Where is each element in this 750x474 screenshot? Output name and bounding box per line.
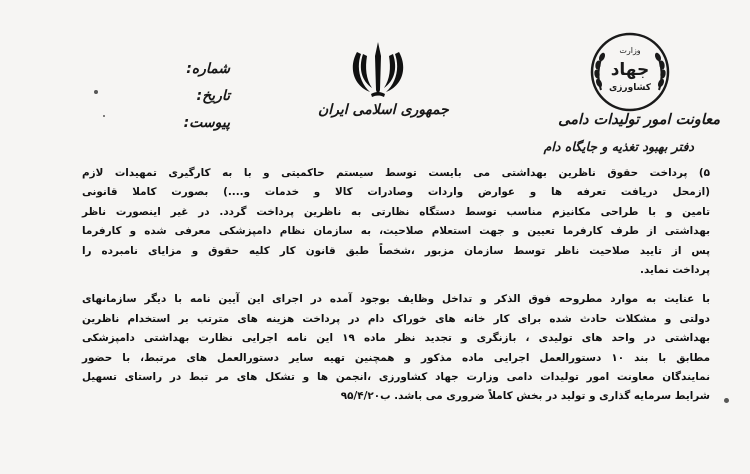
- body-line: بهداشتی در واحد های تولیدی ، بازنگری و تجدید نظر ماده ۱۹ این نامه اجرایی نظارت بهداشتی دامپزشکی: [82, 332, 710, 345]
- paragraph-5: [82, 164, 710, 280]
- emblem-sword: [375, 42, 381, 96]
- attachment-label: پیوست:: [183, 115, 230, 131]
- letter-meta: [140, 56, 230, 137]
- body-line: شرایط سرمایه گذاری و تولید در بخش کاملاً ضروری می باشد. ب۹۵/۴/۲۰: [340, 390, 710, 403]
- body-line: تامین و با طراحی مکانیزم مناسب توسط دستگاه نظارتی به ناظرین پرداخت گردد. در غیر اینصورت ناظر: [82, 205, 710, 218]
- paragraph-conclusion: [82, 290, 710, 406]
- body-line: پرداخت نماید.: [640, 263, 710, 276]
- body-line: مطابق با بند ۱۰ دستورالعمل اجرایی ماده مذکور و همچنین تهیه سایر دستورالعمل های مرتبط، با حضور: [82, 351, 710, 364]
- body-line: (ازمحل دریافت تعرفه ها و عوارض واردات وصادرات کالا و خدمات و....) بصورت کاملا قانونی: [82, 186, 710, 199]
- republic-title: جمهوری اسلامی ایران: [318, 102, 449, 118]
- scan-speck: [94, 90, 98, 94]
- body-line: با عنایت به موارد مطروحه فوق الذکر و تداخل وظایف بوجود آمده در اجرای این آیین نامه با دیگر سازمانهای: [82, 293, 710, 306]
- number-label: شماره:: [186, 61, 230, 77]
- body-line: ۵) پرداخت حقوق ناظرین بهداشتی می بایست توسط سیستم حاکمیتی و با به کارگیری تمهیدات لازم: [82, 167, 710, 179]
- scan-speck: [103, 115, 105, 117]
- logo-text-agriculture: کشاورزی: [609, 83, 651, 93]
- emblem-base: [371, 92, 385, 97]
- body-line: بهداشتی از طرف کارفرما تعیین و جهت استعلام صلاحیت، به سازمان نظام دامپزشکی معرفی شده و کارفرما: [82, 225, 710, 238]
- date-label: تاریخ:: [196, 88, 230, 104]
- body-line: پس از تایید صلاحیت ناظر توسط سازمان مزبور ،شخصاً طبق قانون کار کلیه حقوق و مزایای نامبرده را: [82, 244, 710, 257]
- iran-emblem: [350, 42, 406, 100]
- scan-speck: [724, 398, 729, 403]
- logo-text-ministry: وزارت: [619, 46, 641, 55]
- ministry-logo: [585, 28, 675, 116]
- letter-body: [82, 164, 710, 407]
- body-line: دولتی و مشکلات حادث شده برای کار خانه های خوراک دام در پرداخت هزینه های مترتب بر استخدام ناظرین: [82, 312, 710, 325]
- logo-text-jihad: جهاد: [610, 60, 650, 80]
- office-title: دفتر بهبود تغذیه و جایگاه دام: [543, 139, 694, 154]
- body-line: نمایندگان معاونت امور تولیدات دامی وزارت جهاد کشاورزی ،انجمن ها و تشکل های مر تبط در راستای تسهیل: [82, 370, 710, 383]
- deputy-title: معاونت امور تولیدات دامی: [558, 112, 720, 128]
